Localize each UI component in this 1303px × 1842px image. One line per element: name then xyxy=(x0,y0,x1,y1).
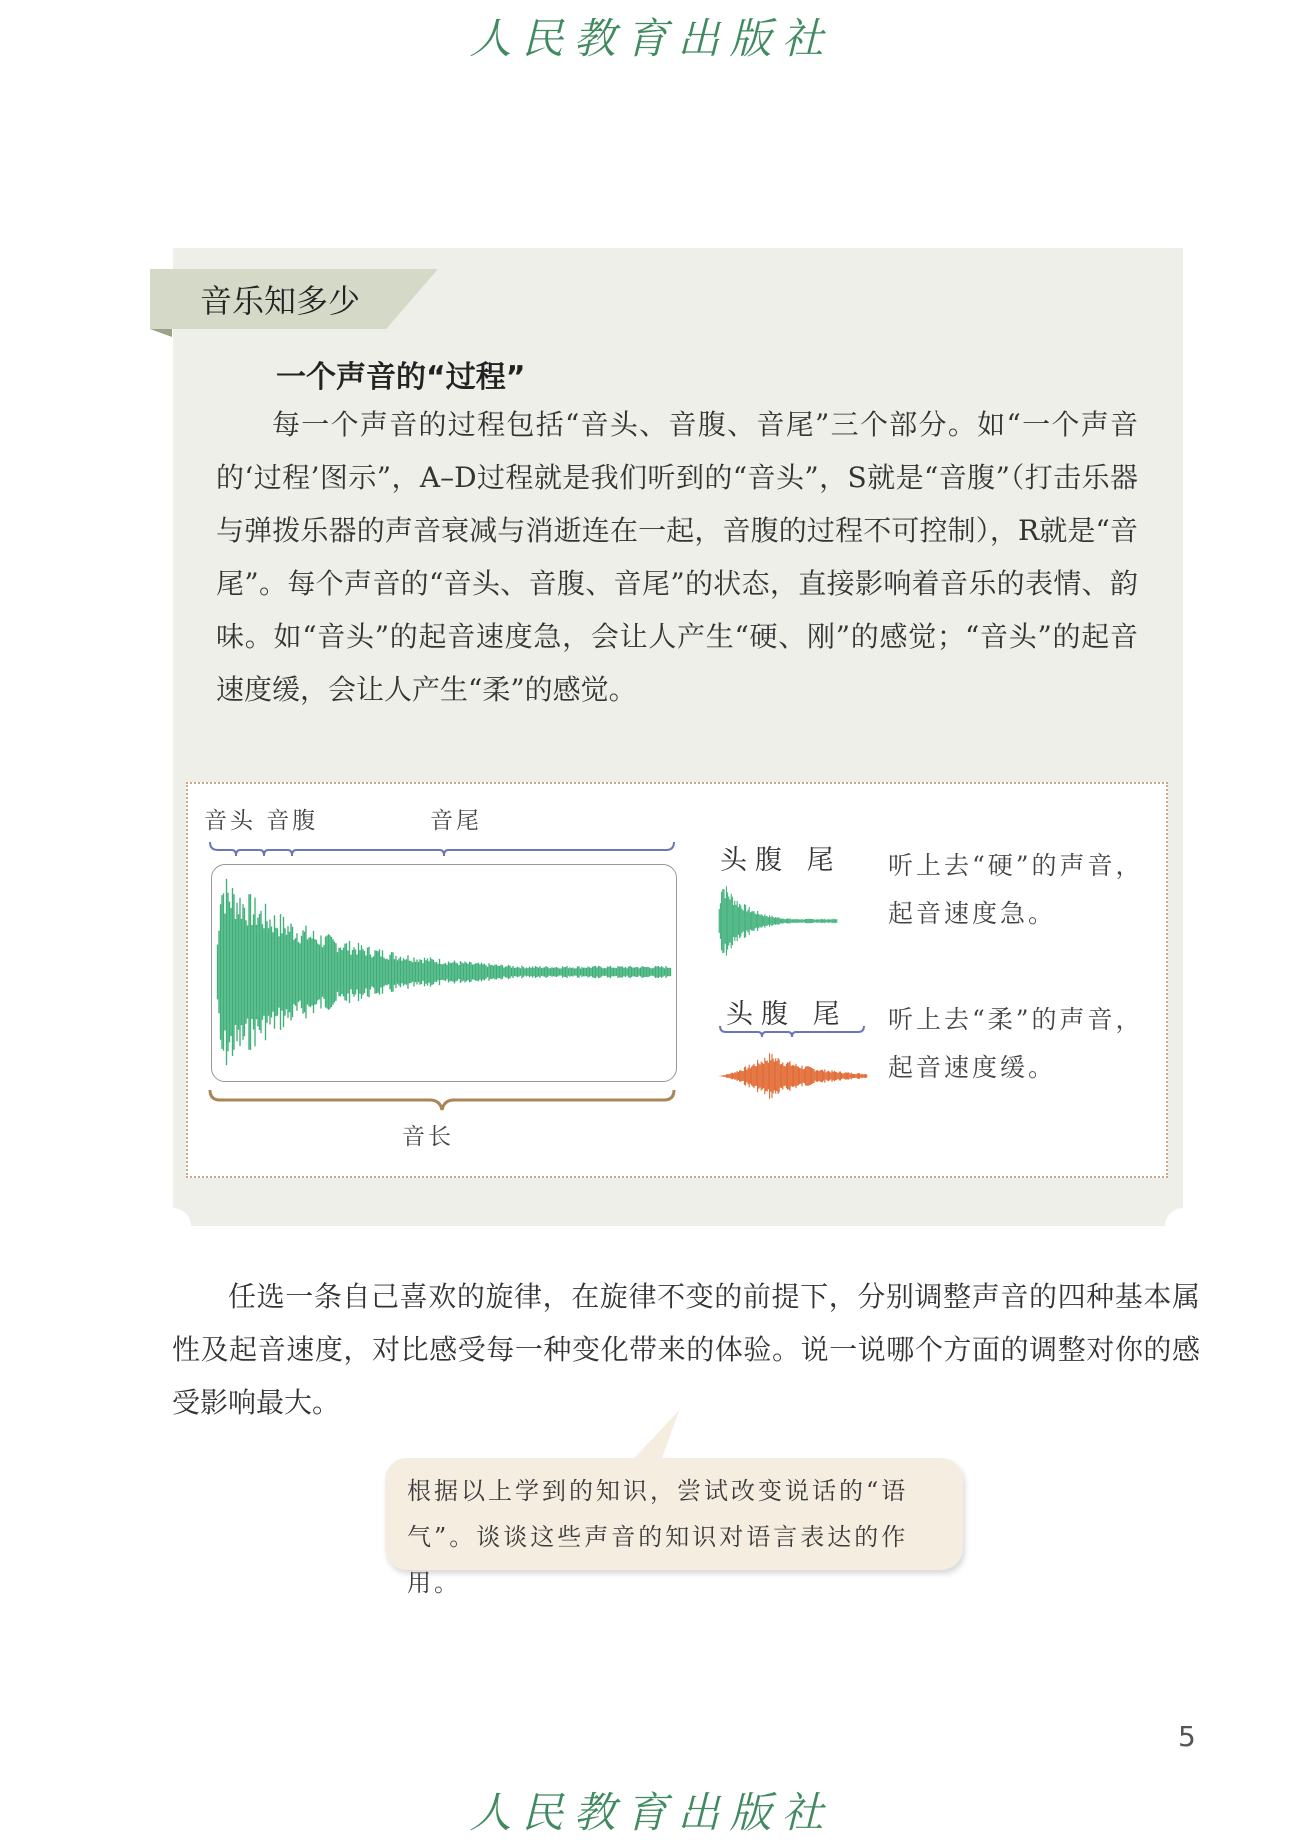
soft-sound-description xyxy=(888,996,1144,1092)
hard-wave-labels: 头腹 尾 xyxy=(720,845,842,876)
soft-desc-line1: 听上去“柔”的声音， xyxy=(888,1005,1144,1034)
body-paragraph: 任选一条自己喜欢的旋律，在旋律不变的前提下，分别调整声音的四种基本属性及起音速度，对比感受每一种变化带来的体验。说一说哪个方面的调整对你的感受影响最大。 xyxy=(172,1280,1200,1419)
soft-wave-labels: 头腹 尾 xyxy=(726,999,848,1030)
section-tab-fold xyxy=(150,329,172,337)
hard-desc-line2: 起音速度急。 xyxy=(888,899,1057,928)
panel-corner-decoration xyxy=(155,1208,191,1244)
top-brace xyxy=(208,840,678,860)
soft-desc-line2: 起音速度缓。 xyxy=(888,1053,1057,1082)
hard-waveform xyxy=(718,876,878,966)
section-tab-label: 音乐知多少 xyxy=(200,282,361,320)
page-number: 5 xyxy=(1178,1720,1196,1753)
label-head-belly: 音头 音腹 xyxy=(204,808,319,834)
header-publisher-logo: 人民教育出版社 xyxy=(469,14,834,63)
soft-waveform xyxy=(718,1036,878,1116)
main-waveform xyxy=(216,868,672,1076)
label-tail: 音尾 xyxy=(430,808,482,834)
speech-bubble-text: 根据以上学到的知识，尝试改变说话的“语气”。谈谈这些声音的知识对语言表达的作用。 xyxy=(407,1477,909,1597)
panel-title: 一个声音的“过程” xyxy=(276,360,526,395)
panel-paragraph: 每一个声音的过程包括“音头、音腹、音尾”三个部分。如“一个声音的‘过程’图示”，A–D过程就是我们听到的“音头”，S就是“音腹”（打击乐器与弹拨乐器的声音衰减与消逝连在一起，音腹的过程不可控制），R就是“音尾”。每个声音的“音头、音腹、音尾”的状态，直接影响着音乐的表情、韵味。如“音头”的起音速度急，会让人产生“硬、刚”的感觉；“音头”的起音速度缓，会让人产生“柔”的感觉。 xyxy=(216,408,1138,706)
sound-process-figure xyxy=(186,782,1168,1178)
speech-bubble xyxy=(385,1458,963,1597)
footer-publisher-logo: 人民教育出版社 xyxy=(469,1788,834,1837)
hard-sound-description xyxy=(888,842,1144,938)
hard-desc-line1: 听上去“硬”的声音， xyxy=(888,851,1144,880)
panel-corner-decoration xyxy=(1165,1208,1201,1244)
bottom-brace xyxy=(208,1088,678,1110)
label-length: 音长 xyxy=(402,1124,454,1150)
